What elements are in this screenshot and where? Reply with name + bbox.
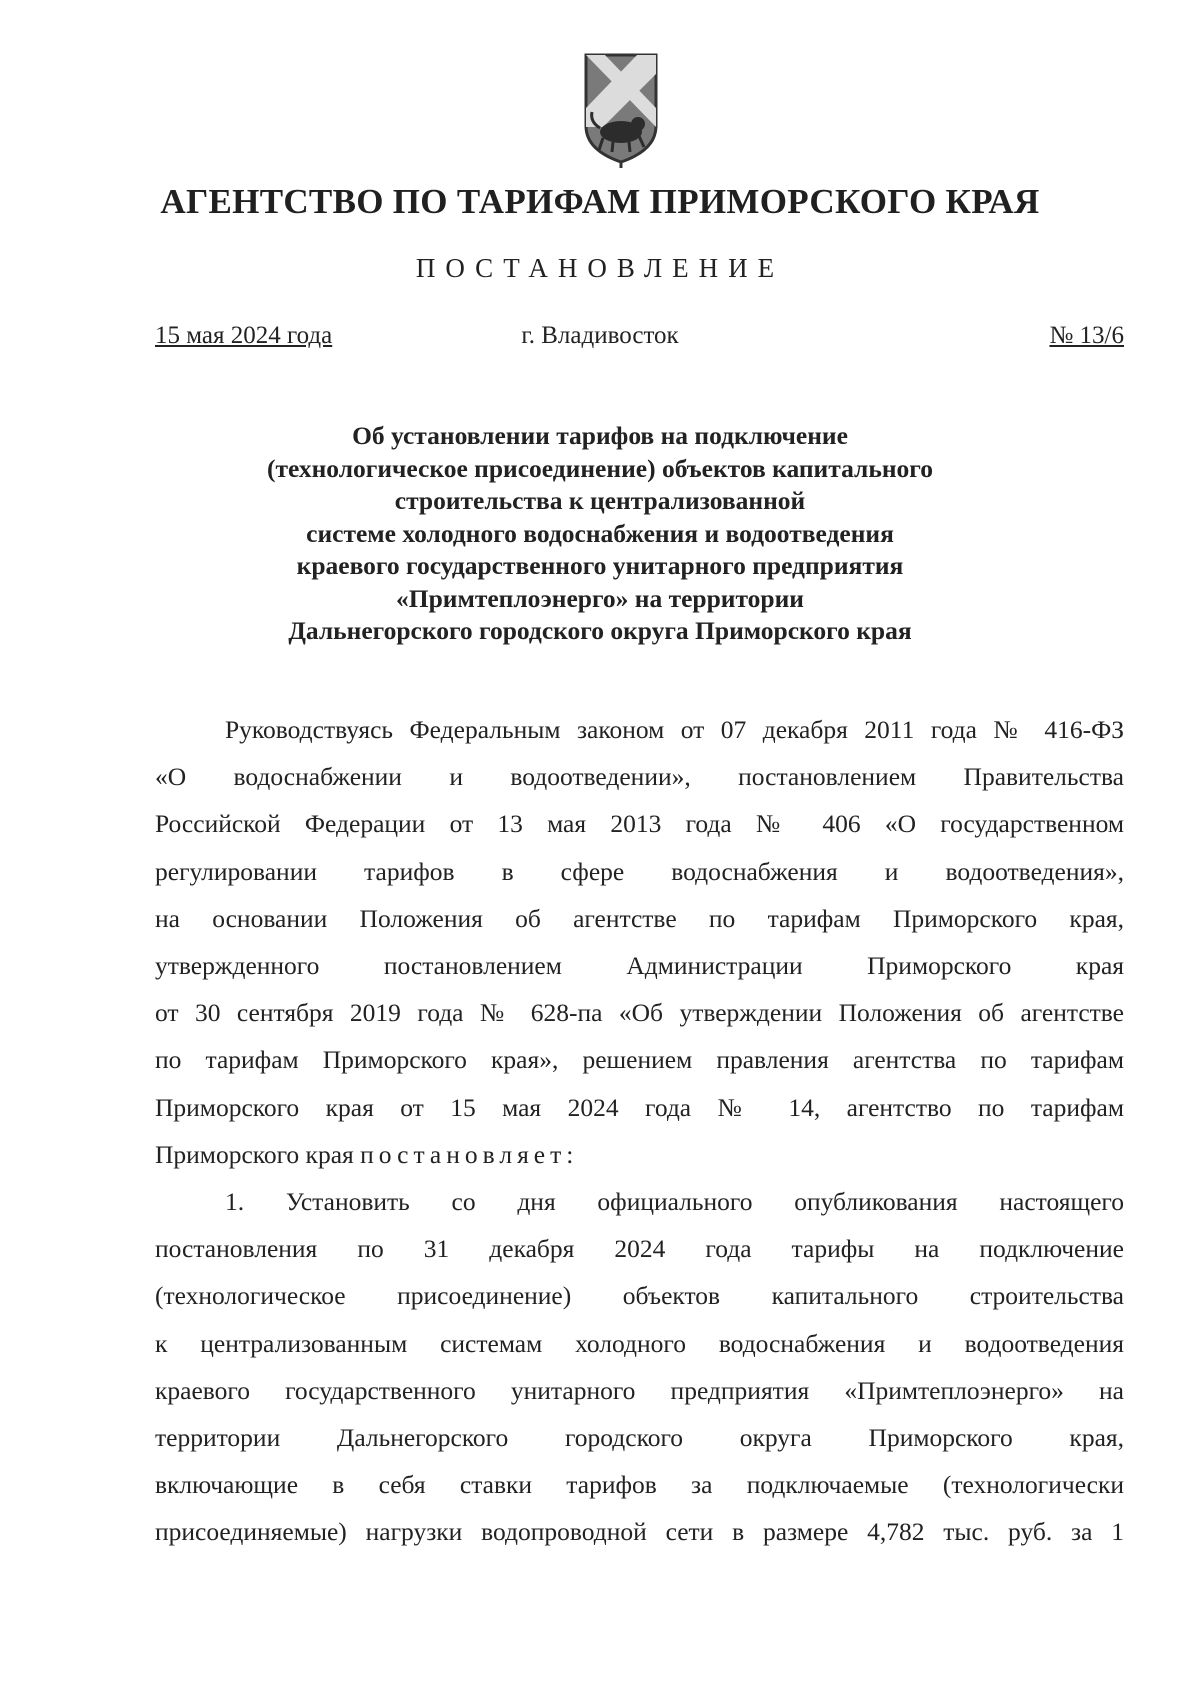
preamble-paragraph (155, 706, 1124, 1178)
text-line: «О водоснабжении и водоотведении», постановлением Правительства (155, 762, 1124, 792)
text-line: регулировании тарифов в сфере водоснабжения и водоотведения», (155, 856, 1124, 886)
text-line: на основании Положения об агентстве по тарифам Приморского края, (155, 903, 1124, 933)
title-line: (технологическое присоединение) объектов капитального (267, 453, 933, 483)
resolves-word: постановляет: (360, 1139, 579, 1169)
title-line: Дальнегорского городского округа Приморского края (288, 616, 912, 645)
title-line: краевого государственного унитарного предприятия (296, 551, 904, 580)
text-line (155, 1131, 1124, 1178)
title-line: «Примтеплоэнерго» на территории (396, 583, 804, 613)
text-line: присоединяемые) нагрузки водопроводной сети в размере 4,782 тыс. руб. за 1 (155, 1517, 1124, 1547)
text-line: краевого государственного унитарного предприятия «Примтеплоэнерго» на (155, 1375, 1124, 1405)
text-line: (технологическое присоединение) объектов капитального строительства (155, 1281, 1124, 1311)
title-line: системе холодного водоснабжения и водоотведения (306, 518, 894, 548)
document-date: 15 мая 2024 года (155, 322, 333, 349)
text-line: к централизованным системам холодного водоснабжения и водоотведения (155, 1328, 1124, 1358)
text-line: Руководствуясь Федеральным законом от 07 декабря 2011 года № 416-ФЗ (225, 715, 1124, 744)
document-body (155, 706, 1124, 1556)
document-number: № 13/6 (1049, 322, 1124, 349)
text-line: Российской Федерации от 13 мая 2013 года № 406 «О государственном (155, 809, 1124, 839)
text-line: 1. Установить со дня официального опубликования настоящего (225, 1187, 1124, 1217)
text-fragment: Приморского края (155, 1139, 361, 1169)
text-line: по тарифам Приморского края», решением правления агентства по тарифам (155, 1045, 1124, 1075)
document-city: г. Владивосток (521, 322, 679, 349)
text-line: от 30 сентября 2019 года № 628-па «Об утверждении Положения об агентстве (155, 998, 1124, 1028)
document-title (0, 420, 1200, 648)
agency-name: АГЕНТСТВО ПО ТАРИФАМ ПРИМОРСКОГО КРАЯ (160, 182, 1040, 221)
title-line: строительства к централизованной (394, 486, 806, 515)
text-line: включающие в себя ставки тарифов за подключаемые (технологически (155, 1470, 1124, 1500)
text-line: постановления по 31 декабря 2024 года тарифы на подключение (155, 1234, 1124, 1264)
title-line: Об установлении тарифов на подключение (352, 421, 848, 450)
text-line: утвержденного постановлением Администрации Приморского края (155, 951, 1124, 981)
text-line: Приморского края от 15 мая 2024 года № 14, агентство по тарифам (155, 1092, 1124, 1122)
coat-of-arms-emblem (583, 52, 659, 168)
document-type: ПОСТАНОВЛЕНИЕ (415, 253, 785, 283)
text-line: территории Дальнегорского городского округа Приморского края, (155, 1423, 1124, 1453)
item-1-paragraph (155, 1178, 1124, 1556)
